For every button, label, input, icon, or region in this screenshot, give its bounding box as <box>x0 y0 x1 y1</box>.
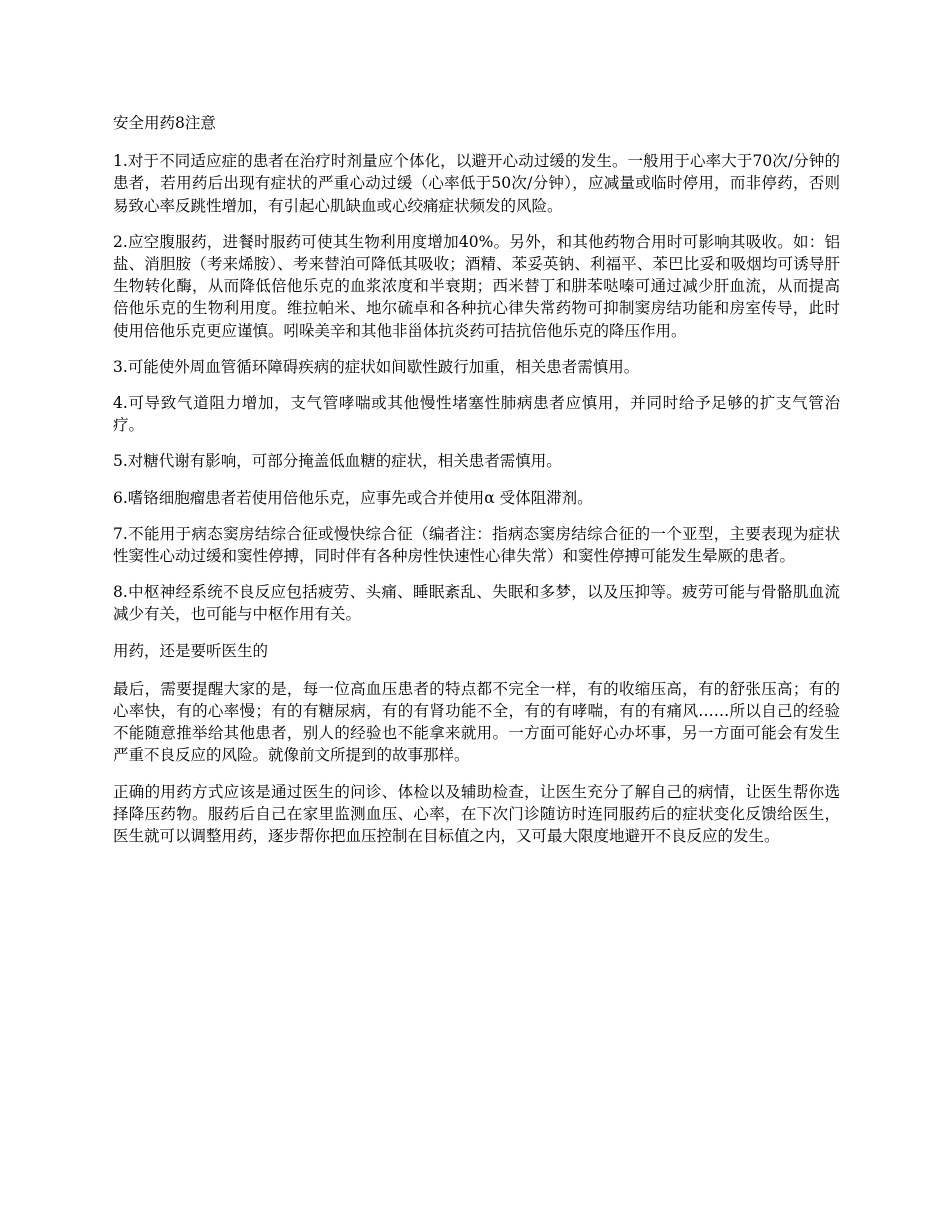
paragraph-note-4: 4.可导致气道阻力增加，支气管哮喘或其他慢性堵塞性肺病患者应慎用，并同时给予足够的扩支气管治疗。 <box>113 394 840 435</box>
closing-paragraph-2: 正确的用药方式应该是通过医生的问诊、体检以及辅助检查，让医生充分了解自己的病情，让医生帮你选择降压药物。服药后自己在家里监测血压、心率，在下次门诊随访时连同服药后的症状变化反馈给医生，医生就可以调整用药，逐步帮你把血压控制在目标值之内，又可最大限度地避开不良反应的发生。 <box>113 782 840 846</box>
paragraph-note-6: 6.嗜铬细胞瘤患者若使用倍他乐克，应事先或合并使用α 受体阻滞剂。 <box>113 488 593 507</box>
paragraph-note-5: 5.对糖代谢有影响，可部分掩盖低血糖的症状，相关患者需慎用。 <box>113 452 562 471</box>
document-title: 安全用药8注意 <box>113 114 216 132</box>
paragraph-note-1: 1.对于不同适应症的患者在治疗时剂量应个体化，以避开心动过缓的发生。一般用于心率大于70次/分钟的患者，若用药后出现有症状的严重心动过缓（心率低于50次/分钟），应减量或临时停用，而非停药，否则易致心率反跳性增加，有引起心肌缺血或心绞痛症状频发的风险。 <box>113 152 840 215</box>
closing-paragraph-1: 最后，需要提醒大家的是，每一位高血压患者的特点都不完全一样，有的收缩压高，有的舒张压高；有的心率快，有的心率慢；有的有糖尿病，有的有肾功能不全，有的有哮喘，有的有痛风……所以自己的经验不能随意推举给其他患者，别人的经验也不能拿来就用。一方面可能好心办坏事，另一方面可能会有发生严重不良反应的风险。就像前文所提到的故事那样。 <box>113 679 840 765</box>
section-title: 用药，还是要听医生的 <box>113 641 269 660</box>
document-page <box>113 112 840 861</box>
paragraph-note-2: 2.应空腹服药，进餐时服药可使其生物利用度增加40%。另外，和其他药物合用时可影响其吸收。如：铝盐、消胆胺（考来烯胺）、考来替泊可降低其吸收；酒精、苯妥英钠、利福平、苯巴比妥和吸烟均可诱导肝生物转化酶，从而降低倍他乐克的血浆浓度和半衰期；西米替丁和肼苯哒嗪可通过减少肝血流，从而提高倍他乐克的生物利用度。维拉帕米、地尔硫卓和各种抗心律失常药物可抑制窦房结功能和房室传导，此时使用倍他乐克更应谨慎。吲哚美辛和其他非甾体抗炎药可拮抗倍他乐克的降压作用。 <box>113 232 840 340</box>
paragraph-note-8: 8.中枢神经系统不良反应包括疲劳、头痛、睡眠紊乱、失眠和多梦，以及压抑等。疲劳可能与骨骼肌血流减少有关，也可能与中枢作用有关。 <box>113 583 840 624</box>
paragraph-note-7: 7.不能用于病态窦房结综合征或慢快综合征（编者注：指病态窦房结综合征的一个亚型，主要表现为症状性窦性心动过缓和窦性停搏，同时伴有各种房性快速性心律失常）和窦性停搏可能发生晕厥的患者。 <box>113 524 840 566</box>
paragraph-note-3: 3.可能使外周血管循环障碍疾病的症状如间歇性跛行加重，相关患者需慎用。 <box>113 357 640 376</box>
